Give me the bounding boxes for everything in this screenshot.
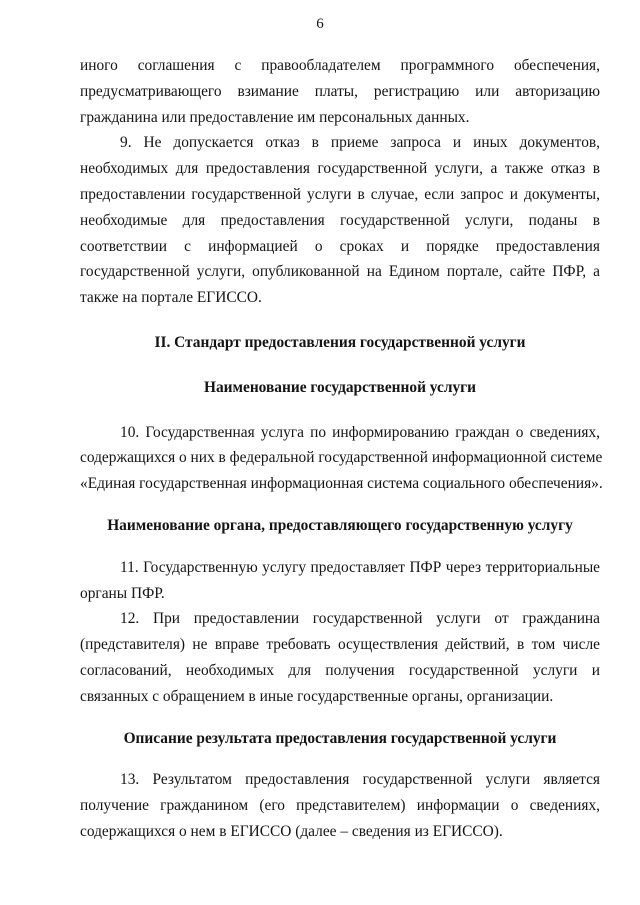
text-line: «Единая государственная информационная система социального обеспечения». xyxy=(80,475,603,493)
heading-result: Описание результата предоставления государственной услуги xyxy=(123,729,557,747)
text-line: согласований, необходимых для получения государственной услуги и xyxy=(80,661,600,679)
heading-provider: Наименование органа, предоставляющего государственную услугу xyxy=(107,516,573,534)
text-line: содержащихся о них в федеральной государственной информационной системе xyxy=(80,449,603,467)
text-line: 12. При предоставлении государственной услуги от гражданина xyxy=(120,610,600,628)
text-line: государственной услуги, опубликованной на Едином портале, сайте ПФР, а xyxy=(80,263,600,281)
document-body xyxy=(80,53,603,845)
paragraph-13 xyxy=(80,767,600,844)
heading-service-name: Наименование государственной услуги xyxy=(203,378,477,396)
text-line: иного соглашения с правообладателем программного обеспечения, xyxy=(80,57,600,74)
text-line: содержащихся о нем в ЕГИССО (далее – сведения из ЕГИССО). xyxy=(80,822,503,840)
paragraph-10 xyxy=(80,420,603,497)
text-line: предусматривающего взимание платы, регистрацию или авторизацию xyxy=(80,82,600,100)
paragraph-9 xyxy=(80,130,600,311)
text-line: 9. Не допускается отказ в приеме запроса и иных документов, xyxy=(120,134,600,152)
text-line: 10. Государственная услуга по информированию граждан о сведениях, xyxy=(120,423,600,441)
text-line: предоставлении государственной услуги в случае, если запрос и документы, xyxy=(80,185,600,203)
text-line: необходимых для предоставления государственной услуги, а также отказ в xyxy=(80,160,600,178)
section-title: II. Стандарт предоставления государственной услуги xyxy=(154,333,526,351)
text-line: соответствии с информацией о сроках и порядке предоставления xyxy=(80,237,600,255)
text-line: необходимые для предоставления государственной услуги, поданы в xyxy=(80,211,600,229)
paragraph-11 xyxy=(80,555,600,607)
text-line: также на портале ЕГИССО. xyxy=(80,289,262,307)
text-line: органы ПФР. xyxy=(80,584,165,602)
paragraph-12 xyxy=(80,606,600,709)
text-line: гражданина или предоставление им персональных данных. xyxy=(80,108,470,126)
paragraph-continuation xyxy=(80,53,600,130)
text-line: 11. Государственную услугу предоставляет ПФР через территориальные xyxy=(120,558,600,576)
text-line: связанных с обращением в иные государственные органы, организации. xyxy=(80,687,554,705)
text-line: (представителя) не вправе требовать осуществления действий, в том числе xyxy=(80,636,600,654)
page-number: 6 xyxy=(316,16,324,32)
text-line: 13. Результатом предоставления государственной услуги является xyxy=(120,771,600,789)
text-line: получение гражданином (его представителем) информации о сведениях, xyxy=(80,797,600,815)
